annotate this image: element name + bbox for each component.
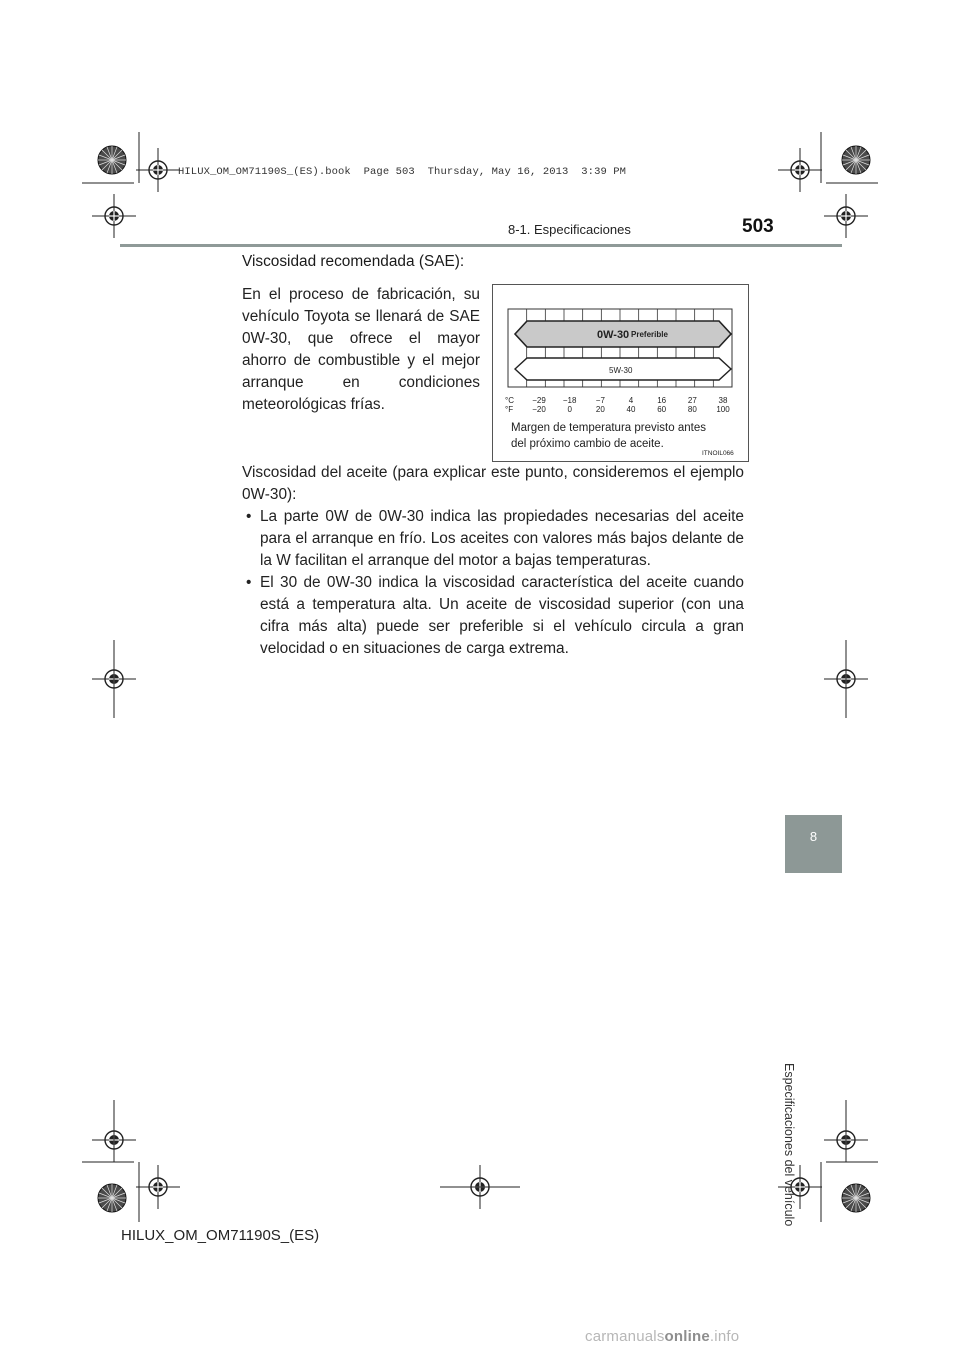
intro-paragraph: En el proceso de fabricación, su vehículo Toyota se llenará de SAE 0W-30, que ofrece el mayor ahorro de combustible y el mejor arranque en condiciones meteorológicas frías. bbox=[242, 286, 480, 413]
oil-viscosity-figure bbox=[492, 284, 749, 462]
tick-label: −18 bbox=[562, 396, 577, 405]
viscosity-chart bbox=[493, 285, 748, 461]
tick-label: 27 bbox=[687, 396, 697, 405]
bar-0w30-label: 0W-30 bbox=[597, 329, 630, 341]
tick-label: 20 bbox=[595, 405, 605, 414]
intro-heading: Viscosidad recomendada (SAE): bbox=[242, 253, 465, 270]
page-number: 503 bbox=[742, 216, 774, 237]
document-code: HILUX_OM_OM71190S_(ES) bbox=[121, 1227, 320, 1244]
figure-caption-line1: Margen de temperatura previsto antes bbox=[511, 422, 706, 434]
tick-label: −7 bbox=[595, 396, 605, 405]
tick-label: 80 bbox=[687, 405, 697, 414]
bullet-item: • La parte 0W de 0W-30 indica las propiedades necesarias del aceite para el arranque en frío. Los aceites con valores más bajos delante de la W facilitan el arranque del motor a bajas temperaturas. bbox=[242, 506, 744, 572]
tick-label: −29 bbox=[532, 396, 546, 405]
tick-label: −20 bbox=[532, 405, 546, 414]
bar-0w30-note: Preferible bbox=[631, 330, 668, 339]
viscosity-paragraph: Viscosidad del aceite (para explicar este punto, consideremos el ejemplo 0W-30): bbox=[242, 464, 744, 503]
header-rule bbox=[120, 244, 842, 247]
figure-code: ITNOIL066 bbox=[702, 450, 734, 457]
watermark: carmanualsonline.info bbox=[585, 1328, 740, 1345]
chapter-title: Especificaciones del vehículo bbox=[782, 1063, 796, 1227]
tick-label: 0 bbox=[567, 405, 572, 414]
tick-label: 4 bbox=[628, 396, 634, 405]
tick-label: 60 bbox=[657, 405, 667, 414]
bullet-item: • El 30 de 0W-30 indica la viscosidad característica del aceite cuando está a temperatura alta. Un aceite de viscosidad superior (con una cifra más alta) puede ser preferible si el vehículo circula a gran velocidad o en situaciones de carga extrema. bbox=[242, 572, 744, 660]
tick-label: 40 bbox=[626, 405, 636, 414]
tick-label: 100 bbox=[716, 405, 730, 414]
unit-celsius: °C bbox=[505, 396, 514, 405]
print-info: HILUX_OM_OM71190S_(ES).book Page 503 Thursday, May 16, 2013 3:39 PM bbox=[178, 166, 627, 178]
section-title: 8-1. Especificaciones bbox=[508, 222, 631, 237]
bar-5w30-label: 5W-30 bbox=[609, 366, 633, 375]
chapter-number: 8 bbox=[809, 829, 818, 844]
celsius-ticks bbox=[532, 396, 728, 405]
unit-fahrenheit: °F bbox=[505, 405, 514, 414]
chapter-tab bbox=[785, 815, 842, 873]
tick-label: 38 bbox=[718, 396, 728, 405]
fahrenheit-ticks bbox=[532, 405, 730, 414]
figure-caption-line2: del próximo cambio de aceite. bbox=[511, 438, 664, 450]
viscosity-bullets bbox=[242, 506, 744, 660]
tick-label: 16 bbox=[657, 396, 667, 405]
